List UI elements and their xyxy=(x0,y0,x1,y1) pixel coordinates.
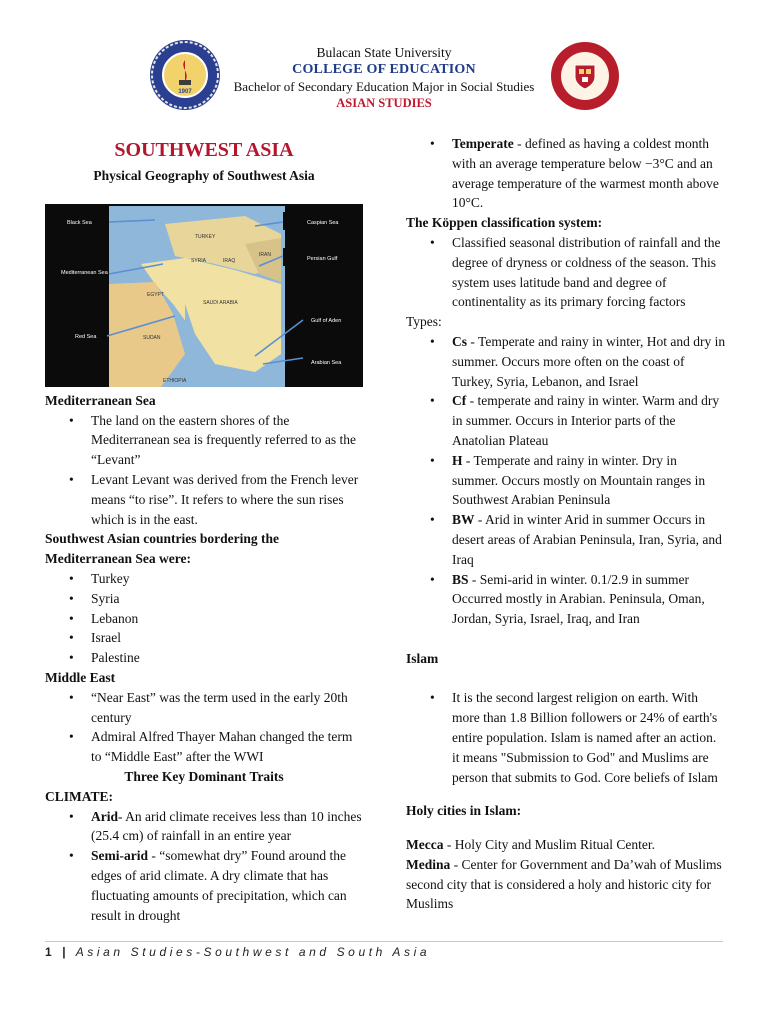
term-temperate: Temperate xyxy=(452,136,514,151)
list-item: • Palestine xyxy=(91,648,363,668)
temperate-list xyxy=(406,134,726,213)
map-image xyxy=(45,204,363,387)
degree-program: Bachelor of Secondary Education Major in Social Studies xyxy=(233,79,535,94)
subject-name: ASIAN STUDIES xyxy=(336,96,432,110)
term-semi-arid: Semi-arid xyxy=(91,848,148,864)
heading-middle-east: Middle East xyxy=(45,669,116,685)
heading-islam: Islam xyxy=(406,650,439,666)
list-item: • The land on the eastern shores of the Mediterranean sea is frequently referred to as the “Levant” xyxy=(91,411,363,470)
heading-holy-cities: Holy cities in Islam: xyxy=(406,803,522,819)
svg-text:1907: 1907 xyxy=(178,89,192,95)
heading-climate: CLIMATE: xyxy=(45,788,114,804)
map-country-syria: SYRIA xyxy=(191,257,207,264)
page-subtitle: Physical Geography of Southwest Asia xyxy=(93,168,315,183)
footer-text: Asian Studies-Southwest and South Asia xyxy=(75,945,431,959)
southwest-asia-map xyxy=(45,204,363,387)
climate-types-list xyxy=(406,332,726,629)
map-country-turkey: TURKEY xyxy=(195,233,216,240)
left-column xyxy=(45,134,363,925)
map-country-iraq: IRAQ xyxy=(223,257,236,264)
list-item: • Syria xyxy=(91,589,363,609)
list-item: • Temperate - defined as having a coldest month with an average temperature below −3°C and an average temperature of the warmest month above 10°C. xyxy=(452,134,726,213)
map-country-iran: IRAN xyxy=(259,251,271,258)
mediterranean-list xyxy=(45,411,363,530)
list-item: • Lebanon xyxy=(91,609,363,629)
map-label-arabian-sea: Arabian Sea xyxy=(311,359,342,366)
document-header xyxy=(0,44,768,112)
islam-list xyxy=(406,688,726,787)
page-title: SOUTHWEST ASIA xyxy=(114,139,294,161)
map-label-black-sea: Black Sea xyxy=(67,219,92,226)
heading-key-traits: Three Key Dominant Traits xyxy=(124,768,284,784)
heading-bordering-countries: Southwest Asian countries bordering the Mediterranean Sea were: xyxy=(45,531,280,567)
map-country-ethiopia: ETHIOPIA xyxy=(163,377,187,384)
list-item: • It is the second largest religion on earth. With more than 1.8 Billion followers or 24% of earth's entire population. Islam is named after an action. it means "Submission to God" and Muslims are person that submits to God. Core beliefs of Islam xyxy=(452,688,726,787)
list-item: • BW - Arid in winter Arid in summer Occurs in desert areas of Arabian Peninsula, Iran, Syria, and Iraq xyxy=(452,510,726,569)
list-item: • Admiral Alfred Thayer Mahan changed the term to “Middle East” after the WWI xyxy=(91,727,363,767)
types-label: Types: xyxy=(406,314,442,330)
list-item: • Classified seasonal distribution of rainfall and the degree of dryness or coldness of the season. This system uses latitude band and degree of continentality as its primary forcing factors xyxy=(452,233,726,312)
footer-separator: | xyxy=(62,945,70,959)
heading-koppen: The Köppen classification system: xyxy=(406,215,603,231)
list-item: • “Near East” was the term used in the early 20th century xyxy=(91,688,363,728)
list-item: • BS - Semi-arid in winter. 0.1/2.9 in summer Occurred mostly in Arabian. Peninsula, Oman, Jordan, Syria, Israel, Iraq, and Iran xyxy=(452,570,726,629)
right-column xyxy=(406,134,726,914)
term-arid: Arid xyxy=(91,808,118,824)
list-item: • Israel xyxy=(91,628,363,648)
map-label-mediterranean: Mediterranean Sea xyxy=(61,269,108,276)
map-country-egypt: EGYPT xyxy=(147,291,164,298)
map-label-caspian: Caspian Sea xyxy=(307,219,339,226)
list-item: • Turkey xyxy=(91,569,363,589)
map-label-persian-gulf: Persian Gulf xyxy=(307,255,338,262)
middle-east-list xyxy=(45,688,363,767)
university-name: Bulacan State University xyxy=(316,45,452,60)
heading-mediterranean: Mediterranean Sea xyxy=(45,392,156,408)
map-label-red-sea: Red Sea xyxy=(75,333,97,340)
list-item: • Cf - temperate and rainy in winter. Warm and dry in summer. Occurs in Interior parts of the Anatolian Plateau xyxy=(452,391,726,450)
medina-entry: Medina - Center for Government and Da’wah of Muslims second city that is considered a holy and historic city for Muslims xyxy=(406,856,722,912)
map-country-saudi: SAUDI ARABIA xyxy=(203,299,238,306)
countries-list xyxy=(45,569,363,668)
climate-list xyxy=(45,807,363,926)
list-item: • Arid- An arid climate receives less than 10 inches (25.4 cm) of rainfall in an entire year xyxy=(91,807,363,847)
map-country-sudan: SUDAN xyxy=(143,334,161,341)
college-name: COLLEGE OF EDUCATION xyxy=(292,62,476,77)
koppen-list xyxy=(406,233,726,312)
map-label-gulf-aden: Gulf of Aden xyxy=(311,317,342,324)
mecca-entry: Mecca - Holy City and Muslim Ritual Center. xyxy=(406,837,655,853)
footer-divider xyxy=(45,941,723,942)
list-item: • Cs - Temperate and rainy in winter, Hot and dry in summer. Occurs more often on the coast of Turkey, Syria, Lebanon, and Israel xyxy=(452,332,726,391)
list-item: • Levant Levant was derived from the French lever means “to rise”. It refers to where the sun rises which is in the east. xyxy=(91,470,363,529)
page-footer xyxy=(45,945,430,959)
list-item: • H - Temperate and rainy in winter. Dry in summer. Occurs mostly on Mountain ranges in Southwest Arabian Peninsula xyxy=(452,451,726,510)
list-item: • Semi-arid - “somewhat dry” Found around the edges of arid climate. A dry climate that has fluctuating amounts of precipitation, which can result in drought xyxy=(91,846,363,925)
page-number: 1 xyxy=(45,945,56,959)
